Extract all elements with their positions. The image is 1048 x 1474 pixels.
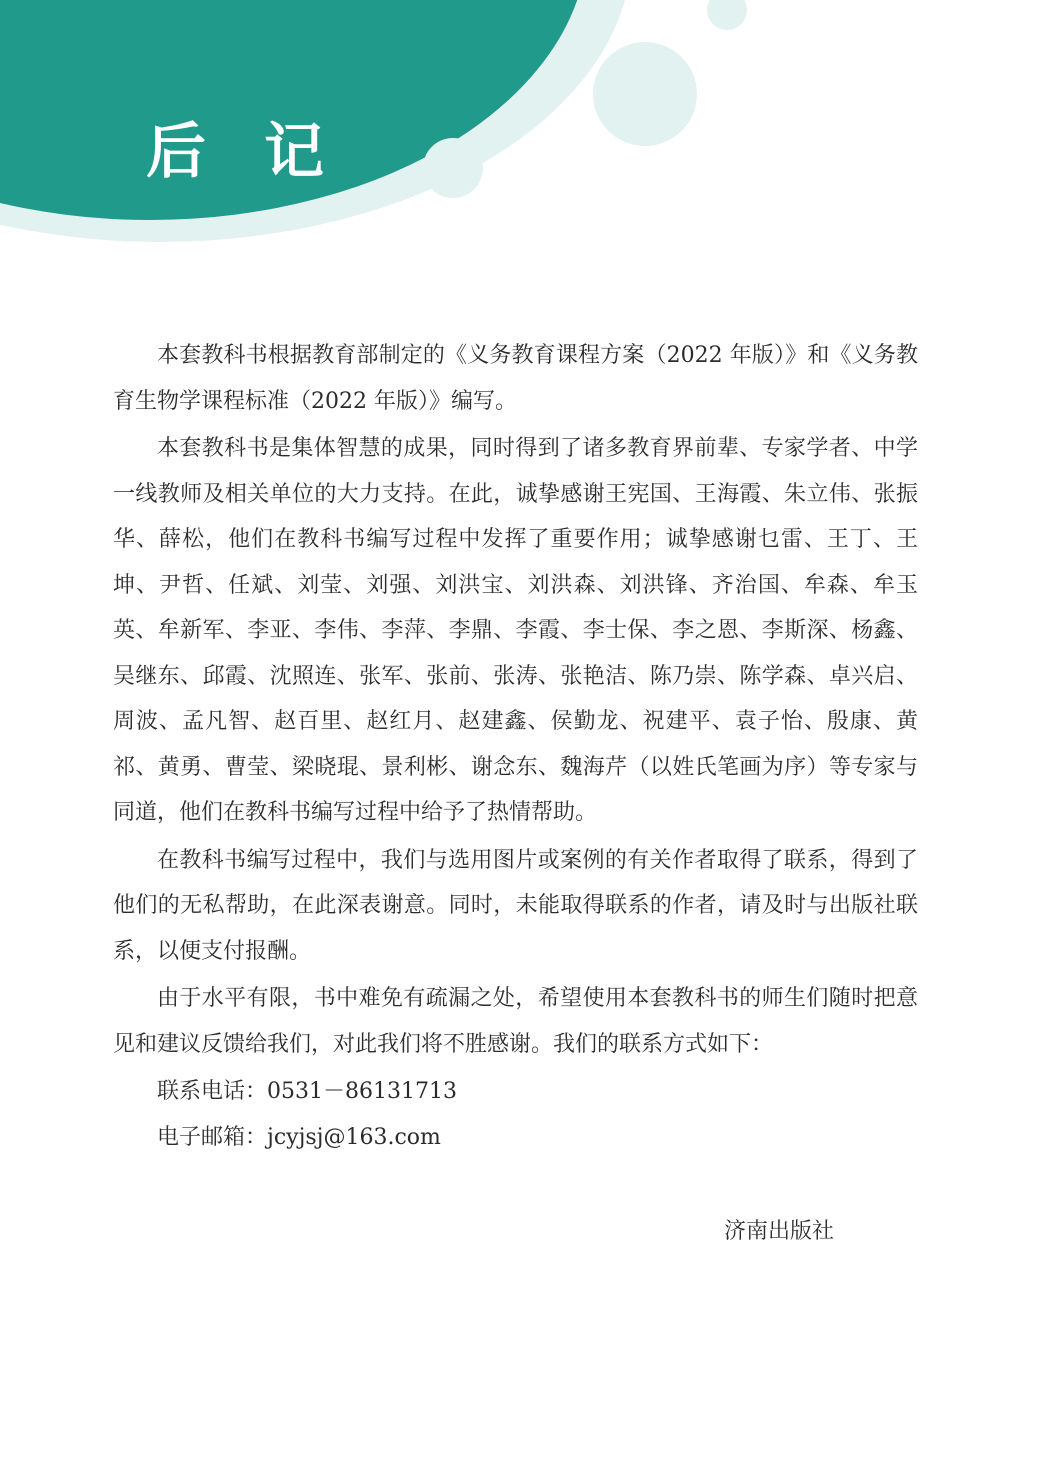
paragraph-3: 在教科书编写过程中，我们与选用图片或案例的有关作者取得了联系，得到了他们的无私帮助，在此深表谢意。同时，未能取得联系的作者，请及时与出版社联系，以便支付报酬。 [113, 847, 918, 964]
paragraph-4: 由于水平有限，书中难免有疏漏之处，希望使用本套教科书的师生们随时把意见和建议反馈给我们，对此我们将不胜感谢。我们的联系方式如下： [113, 986, 918, 1057]
publisher-signature: 济南出版社 [724, 1219, 835, 1244]
decorative-circle-mid [423, 138, 483, 198]
paragraph-2: 本套教科书是集体智慧的成果，同时得到了诸多教育界前辈、专家学者、中学一线教师及相关单位的大力支持。在此，诚挚感谢王宪国、王海霞、朱立伟、张振华、薛松，他们在教科书编写过程中发挥了重要作用；诚挚感谢乜雷、王丁、王坤、尹哲、任斌、刘莹、刘强、刘洪宝、刘洪森、刘洪锋、齐治国、牟森、牟玉英、牟新军、李亚、李伟、李萍、李鼎、李霞、李士保、李之恩、李斯深、杨鑫、吴继东、邱霞、沈照连、张军、张前、张涛、张艳洁、陈乃崇、陈学森、卓兴启、周波、孟凡智、赵百里、赵红月、赵建鑫、侯勤龙、祝建平、袁子怡、殷康、黄祁、黄勇、曹莹、梁晓琨、景利彬、谢念东、魏海芹（以姓氏笔画为序）等专家与同道，他们在教科书编写过程中给予了热情帮助。 [113, 436, 918, 825]
contact-email: 电子邮箱：jcyjsj@163.com [157, 1124, 441, 1150]
body-text [113, 333, 918, 1160]
paragraph-1: 本套教科书根据教育部制定的《义务教育课程方案（2022 年版）》和《义务教育生物学课程标准（2022 年版）》编写。 [113, 343, 918, 414]
contact-phone: 联系电话：0531－86131713 [157, 1079, 457, 1104]
decorative-circle-small [707, 0, 747, 30]
page-title: 后记 [146, 117, 382, 187]
decorative-circle-large [593, 42, 697, 146]
